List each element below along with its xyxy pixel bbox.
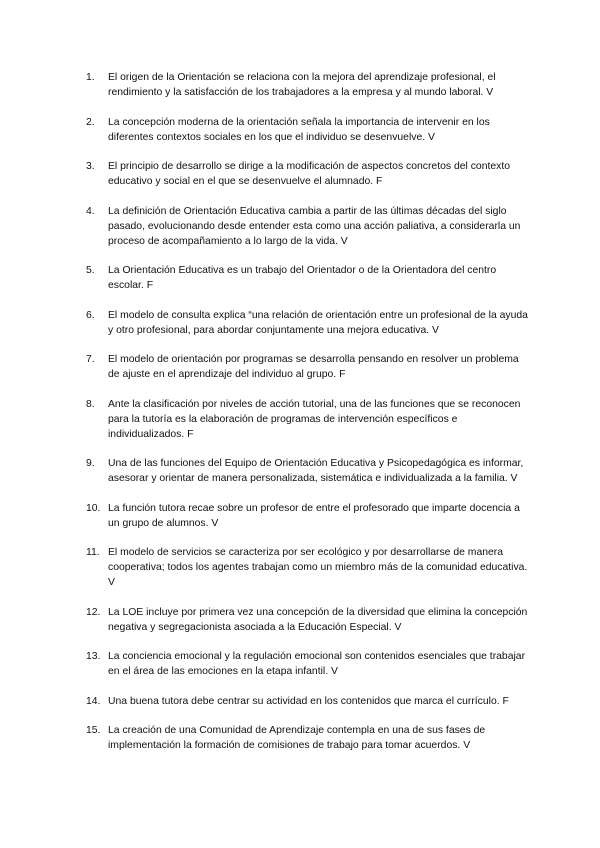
list-item (86, 723, 532, 753)
item-text: Una buena tutora debe centrar su actividad en los contenidos que marca el currículo. F (108, 695, 509, 707)
item-number: 8. (86, 398, 95, 410)
item-number: 4. (86, 205, 95, 217)
item-number: 7. (86, 354, 95, 365)
list-item (86, 501, 532, 531)
item-number: 6. (86, 309, 95, 321)
item-text: El modelo de orientación por programas se desarrolla pensando en resolver un problema de ajuste en el aprendizaje del individuo al grupo. F (108, 354, 519, 380)
item-number: 14. (86, 695, 101, 707)
item-number: 2. (86, 116, 95, 128)
item-text: El modelo de servicios se caracteriza por ser ecológico y por desarrollarse de manera cooperativa; todos los agentes trabajan como un miembro más de la comunidad educativa. V (108, 547, 528, 588)
item-text: La concepción moderna de la orientación señala la importancia de intervenir en los diferentes contextos sociales en los que el individuo se desenvuelve. V (108, 116, 490, 143)
item-number: 9. (86, 458, 95, 469)
item-text: La conciencia emocional y la regulación emocional son contenidos esenciales que trabajar en el área de las emociones en la etapa infantil. V (108, 651, 526, 677)
item-text: El principio de desarrollo se dirige a la modificación de aspectos concretos del contexto educativo y social en el que se desenvuelve el alumnado. F (108, 161, 510, 187)
list-item (86, 649, 532, 679)
list-item (86, 605, 532, 635)
list-item (86, 352, 532, 382)
item-text: La creación de una Comunidad de Aprendizaje contempla en una de sus fases de implementación la formación de comisiones de trabajo para tomar acuerdos. V (108, 725, 486, 751)
item-text: La definición de Orientación Educativa cambia a partir de las últimas décadas del siglo pasado, evolucionando desde entender esta como una acción paliativa, a considerarla un proceso de acompañamiento a lo largo de la vida. V (108, 205, 521, 247)
item-number: 11. (86, 547, 100, 558)
item-number: 5. (86, 265, 95, 276)
list-item (86, 456, 532, 486)
statement-list (86, 70, 532, 768)
item-text: La Orientación Educativa es un trabajo del Orientador o de la Orientadora del centro escolar. F (108, 265, 497, 291)
list-item (86, 115, 532, 145)
item-number: 1. (86, 72, 95, 83)
list-item (86, 397, 532, 442)
list-item (86, 694, 532, 709)
item-number: 13. (86, 651, 101, 662)
item-number: 10. (86, 502, 101, 514)
item-number: 15. (86, 725, 101, 736)
list-item (86, 204, 532, 249)
list-item (86, 545, 532, 590)
item-text: El origen de la Orientación se relaciona con la mejora del aprendizaje profesional, el rendimiento y la satisfacción de los trabajadores a la empresa y al mundo laboral. V (108, 72, 496, 98)
item-number: 12. (86, 606, 101, 618)
item-text: La LOE incluye por primera vez una concepción de la diversidad que elimina la concepción negativa y segregacionista asociada a la Educación Especial. V (108, 606, 528, 633)
list-item (86, 159, 532, 189)
list-item (86, 308, 532, 338)
item-text: Ante la clasificación por niveles de acción tutorial, una de las funciones que se reconocen para la tutoría es la elaboración de programas de intervención específicos e individualizados. F (108, 398, 521, 440)
item-text: Una de las funciones del Equipo de Orientación Educativa y Psicopedagógica es informar, asesorar y orientar de manera personalizada, sistemática e individualizada a la familia. V (108, 458, 524, 484)
list-item (86, 263, 532, 293)
list-item (86, 70, 532, 100)
item-number: 3. (86, 161, 95, 172)
item-text: El modelo de consulta explica “una relación de orientación entre un profesional de la ayuda y otro profesional, para abordar conjuntamente una mejora educativa. V (108, 309, 528, 336)
item-text: La función tutora recae sobre un profesor de entre el profesorado que imparte docencia a un grupo de alumnos. V (108, 502, 520, 529)
